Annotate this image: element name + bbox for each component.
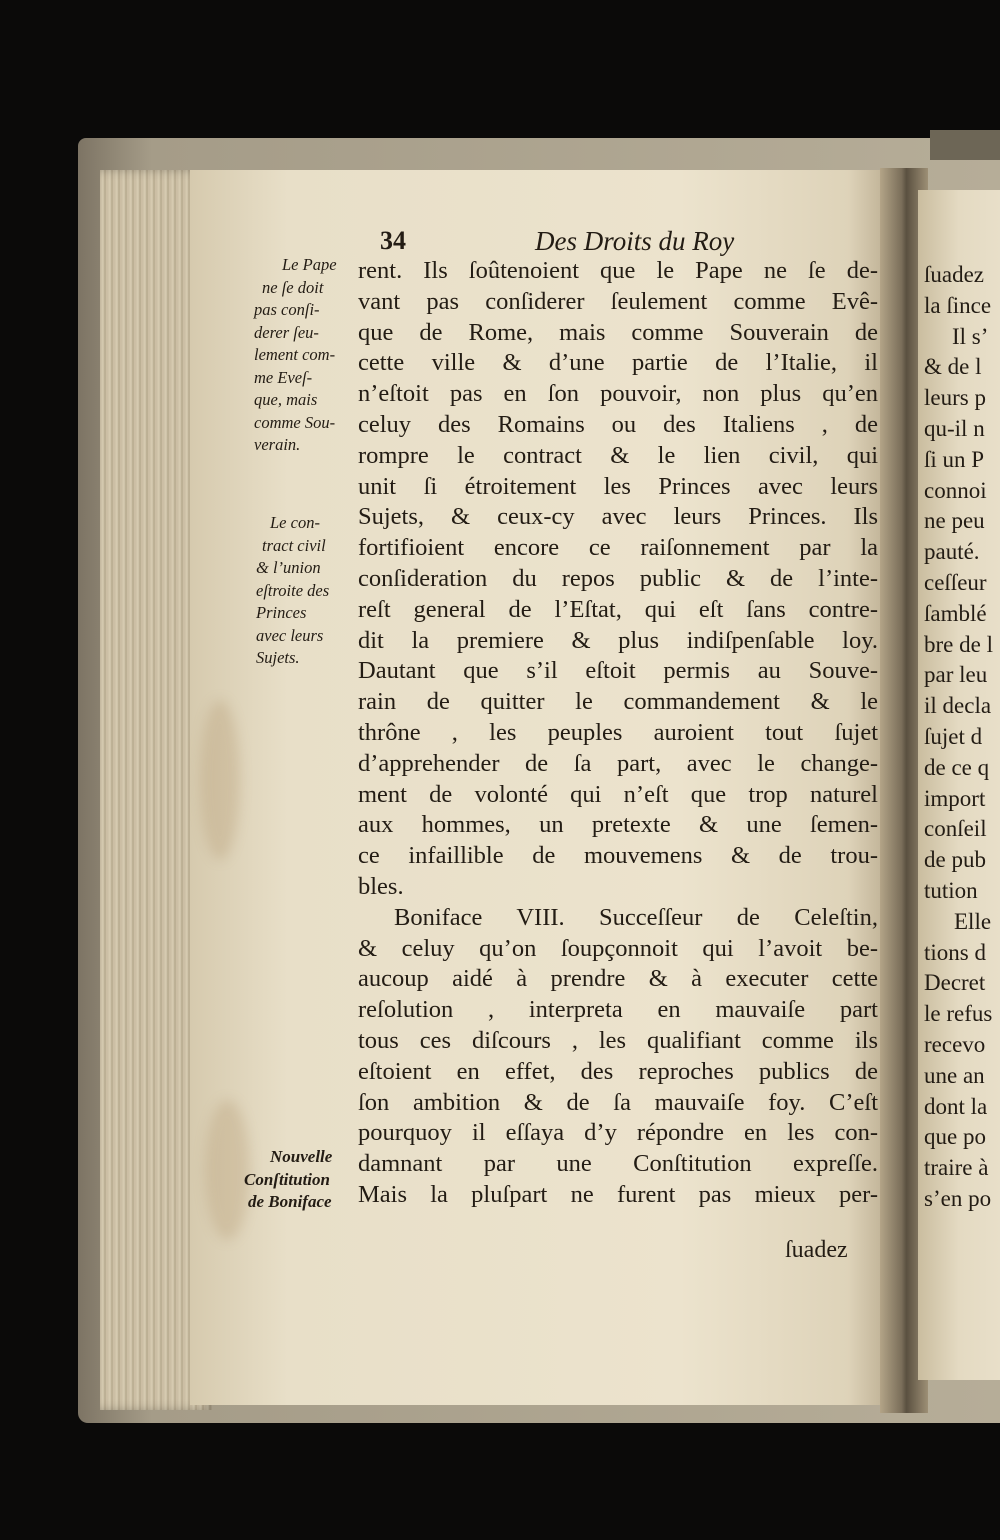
margin-note-contract: Le con- tract civil & l’union eſtroite des Princes avec leurs Sujets. [256, 513, 330, 667]
text-line: reſolution , interpreta en mauvaiſe part [358, 996, 878, 1024]
text-line: aux hommes, un pretexte & une ſemen- [358, 811, 878, 839]
text-line: rent. Ils ſoûtenoient que le Pape ne ſe de- [358, 257, 878, 284]
facing-line: qu-il n [924, 415, 985, 441]
text-line: rain de quitter le commandement & le [358, 688, 878, 716]
facing-line: par leu [924, 662, 988, 688]
book-top-edge [930, 130, 1000, 160]
facing-line: Decret [924, 970, 986, 996]
paper-stain [200, 700, 240, 860]
text-line: Mais la pluſpart ne furent pas mieux per- [358, 1180, 878, 1208]
facing-line: ſamblé [924, 600, 987, 626]
facing-line: Il s’ [952, 323, 989, 349]
text-line: d’apprehender de ſa part, avec le change- [358, 749, 878, 777]
facing-line: ſi un P [924, 446, 985, 472]
facing-line: pauté. [924, 539, 980, 565]
facing-line: ſujet d [924, 723, 983, 749]
text-line: ment de volonté qui n’eſt que trop naturel [358, 780, 878, 808]
facing-line: traire à [924, 1155, 989, 1181]
facing-line: dont la [924, 1093, 988, 1119]
facing-line: conſeil [924, 816, 987, 842]
text-line: eſtoient en effet, des reproches publics de [358, 1057, 878, 1085]
facing-line: bre de l [924, 631, 993, 657]
margin-note-boniface: Nouvelle Conſtitution de Boniface [244, 1147, 333, 1211]
text-line: Dautant que s’il eſtoit permis au Souve- [358, 657, 878, 685]
text-line: damnant par une Conſtitution expreſſe. [358, 1150, 878, 1178]
facing-line: ſuadez [924, 262, 985, 287]
facing-line: leurs p [924, 385, 986, 411]
text-line: cette ville & d’une partie de l’Italie, il [358, 349, 878, 377]
text-line: celuy des Romains ou des Italiens , de [358, 410, 878, 438]
facing-line: s’en po [924, 1185, 992, 1211]
facing-line: tution [924, 877, 978, 903]
text-line: conſideration du repos public & de l’inte- [358, 564, 878, 592]
facing-line: que po [924, 1124, 986, 1150]
text-line: fortifioient encore ce raiſonnement par la [358, 534, 878, 562]
facing-line: la ſince [924, 292, 992, 318]
text-line: dit la premiere & plus indiſpenſable loy. [358, 626, 878, 654]
facing-line: une an [924, 1062, 985, 1088]
text-line: unit ſi étroitement les Princes avec leurs [358, 472, 878, 500]
facing-line: Elle [954, 908, 992, 934]
text-line: tous ces diſcours , les qualifiant comme ils [358, 1026, 878, 1054]
text-line: bles. [358, 872, 404, 900]
text-line: rompre le contract & le lien civil, qui [358, 441, 878, 469]
text-line: thrône , les peuples auroient tout ſujet [358, 718, 878, 746]
text-line: ce infaillible de mouvemens & de trou- [358, 842, 878, 870]
facing-line: import [924, 785, 986, 811]
text-line: vant pas conſiderer ſeulement comme Evê- [358, 287, 878, 315]
main-text [358, 256, 878, 1211]
facing-line: le refus [924, 1001, 993, 1027]
facing-line: tions d [924, 939, 986, 965]
text-line: & celuy qu’on ſoupçonnoit qui l’avoit be- [358, 934, 878, 962]
text-line: Boniface VIII. Succeſſeur de Celeſtin, [394, 903, 878, 931]
text-line: aucoup aidé à prendre & à executer cette [358, 965, 878, 993]
text-line: reſt general de l’Eſtat, qui eſt ſans contre- [358, 595, 878, 623]
facing-line: il decla [924, 693, 992, 719]
facing-line: de pub [924, 847, 986, 873]
facing-line: de ce q [924, 754, 990, 780]
text-line: pourquoy il eſſaya d’y répondre en les con- [358, 1119, 878, 1147]
facing-line: connoi [924, 477, 987, 503]
catchword: ſuadez [785, 1237, 848, 1263]
facing-line: recevo [924, 1031, 986, 1057]
facing-page-text [924, 260, 1000, 1215]
text-line: que de Rome, mais comme Souverain de [358, 318, 878, 346]
facing-line: ceſſeur [924, 569, 987, 595]
page-number: 34 [380, 226, 406, 255]
text-line: Sujets, & ceux-cy avec leurs Princes. Ils [358, 503, 878, 531]
facing-line: & de l [924, 354, 982, 380]
margin-note-pape: Le Pape ne ſe doit pas conſi- derer ſeu- lement com- me Eveſ- que, mais comme Sou- verain. [254, 255, 337, 454]
running-head: Des Droits du Roy [535, 226, 735, 256]
facing-line: ne peu [924, 508, 985, 534]
text-line: ſon ambition & de ſa mauvaiſe foy. C’eſt [358, 1088, 878, 1116]
text-line: n’eſtoit pas en ſon pouvoir, non plus qu’en [358, 380, 878, 408]
